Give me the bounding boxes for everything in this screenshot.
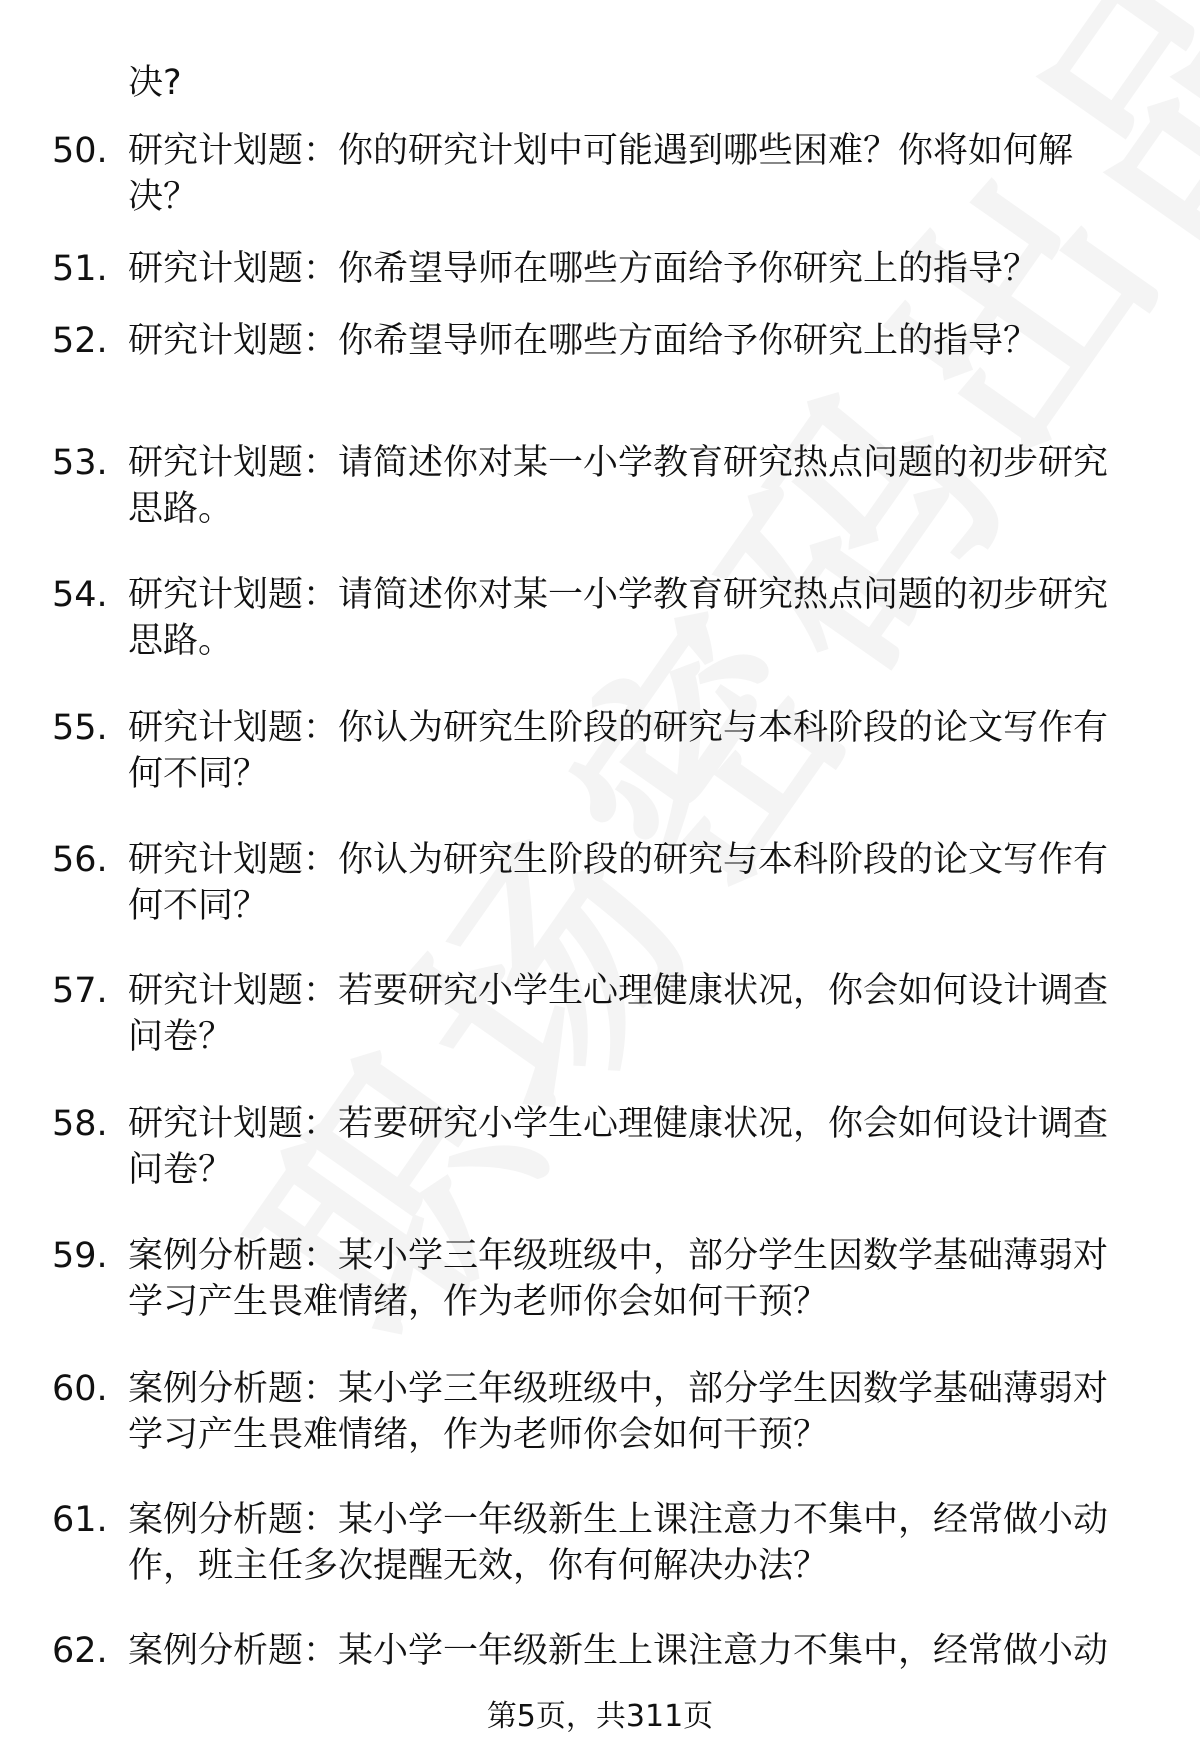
question-text: 研究计划题：若要研究小学生心理健康状况，你会如何设计调查问卷？ <box>128 1104 1109 1190</box>
question-number: 53. <box>52 443 108 483</box>
continuation-text: 决? <box>128 63 182 103</box>
question-text: 研究计划题：请简述你对某一小学教育研究热点问题的初步研究思路。 <box>128 443 1109 529</box>
question-text: 研究计划题：若要研究小学生心理健康状况，你会如何设计调查问卷？ <box>128 971 1109 1057</box>
question-number: 57. <box>52 971 108 1011</box>
question-text: 案例分析题：某小学一年级新生上课注意力不集中，经常做小动 <box>128 1631 1109 1671</box>
question-number: 62. <box>52 1631 108 1671</box>
question-number: 51. <box>52 249 108 289</box>
question-text: 研究计划题：你希望导师在哪些方面给予你研究上的指导？ <box>128 321 1039 361</box>
question-number: 52. <box>52 321 108 361</box>
question-number: 50. <box>52 131 108 171</box>
question-number: 60. <box>52 1369 108 1409</box>
question-text: 研究计划题：你的研究计划中可能遇到哪些困难？你将如何解决？ <box>128 131 1074 217</box>
question-number: 55. <box>52 708 108 748</box>
question-number: 59. <box>52 1236 108 1276</box>
question-number: 61. <box>52 1500 108 1540</box>
question-number: 58. <box>52 1104 108 1144</box>
question-text: 案例分析题：某小学三年级班级中，部分学生因数学基础薄弱对学习产生畏难情绪，作为老师你会如何干预？ <box>128 1236 1109 1322</box>
question-text: 研究计划题：你希望导师在哪些方面给予你研究上的指导？ <box>128 249 1039 289</box>
question-text: 研究计划题：请简述你对某一小学教育研究热点问题的初步研究思路。 <box>128 575 1109 661</box>
page-footer: 第5页，共311页 <box>486 1699 714 1734</box>
question-text: 案例分析题：某小学三年级班级中，部分学生因数学基础薄弱对学习产生畏难情绪，作为老师你会如何干预？ <box>128 1369 1109 1455</box>
question-number: 56. <box>52 840 108 880</box>
question-number: 54. <box>52 575 108 615</box>
question-text: 研究计划题：你认为研究生阶段的研究与本科阶段的论文写作有何不同？ <box>128 840 1109 926</box>
question-text: 案例分析题：某小学一年级新生上课注意力不集中，经常做小动作，班主任多次提醒无效，你有何解决办法？ <box>128 1500 1109 1586</box>
question-text: 研究计划题：你认为研究生阶段的研究与本科阶段的论文写作有何不同？ <box>128 708 1109 794</box>
